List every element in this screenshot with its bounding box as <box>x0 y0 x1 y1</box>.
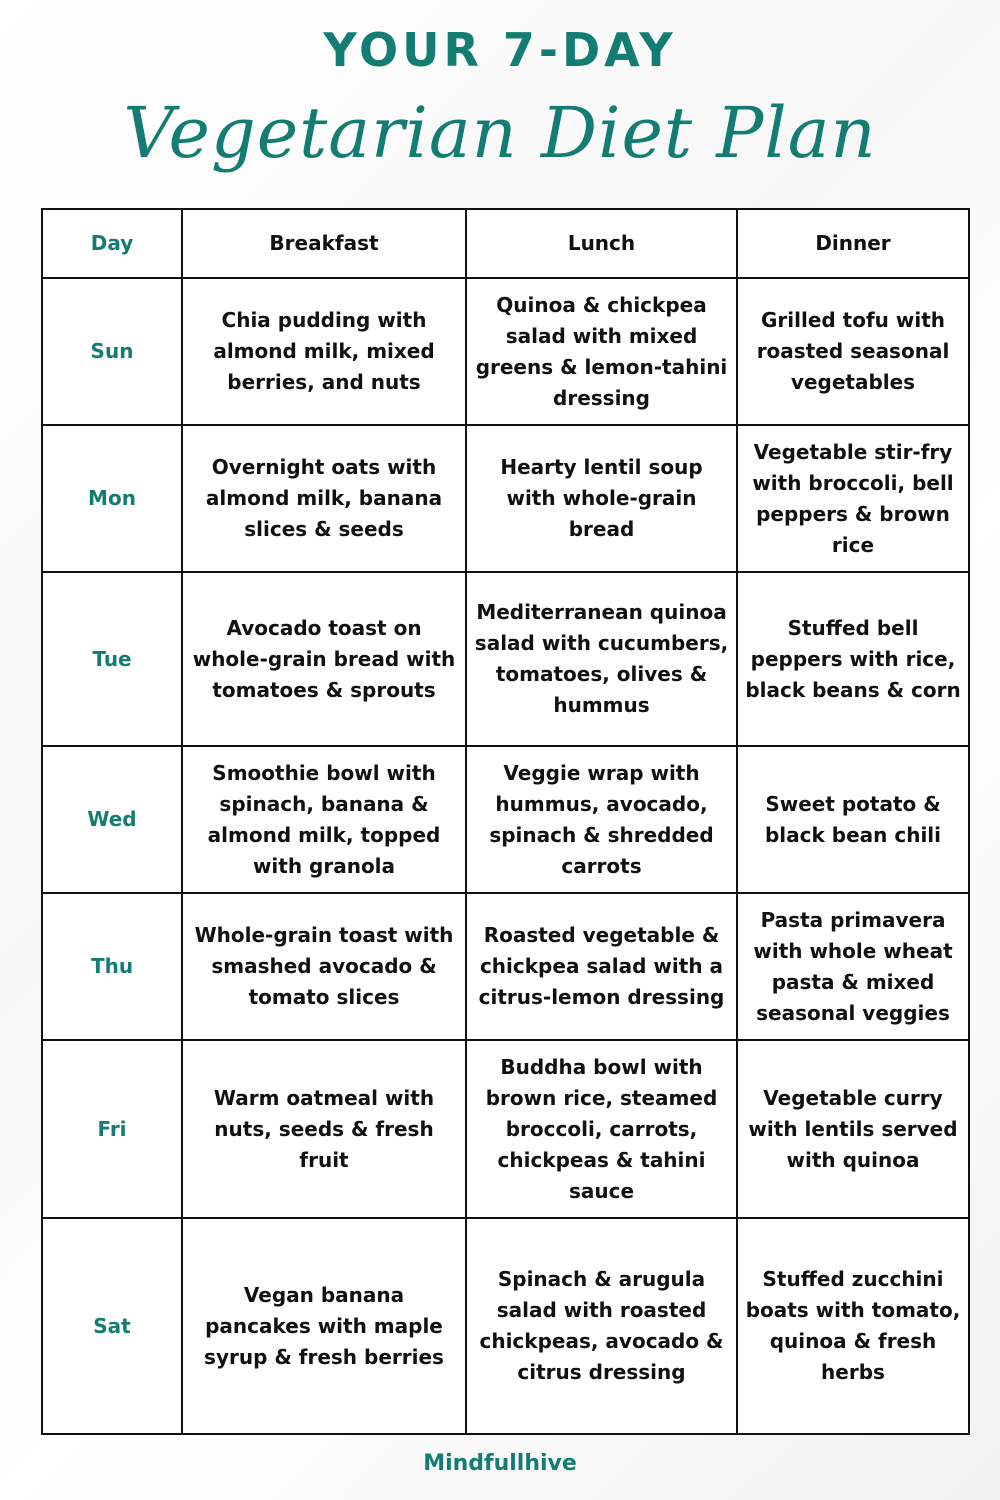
dinner-cell: Stuffed bell peppers with rice, black beans & corn <box>737 572 969 746</box>
column-header-dinner: Dinner <box>737 209 969 278</box>
table-row <box>42 572 969 746</box>
day-cell: Thu <box>42 893 182 1040</box>
day-cell: Mon <box>42 425 182 572</box>
day-cell: Wed <box>42 746 182 893</box>
lunch-cell: Mediterranean quinoa salad with cucumbers, tomatoes, olives & hummus <box>466 572 737 746</box>
day-cell: Tue <box>42 572 182 746</box>
breakfast-cell: Whole-grain toast with smashed avocado & tomato slices <box>182 893 466 1040</box>
table-row <box>42 1218 969 1434</box>
lunch-cell: Quinoa & chickpea salad with mixed greens & lemon-tahini dressing <box>466 278 737 425</box>
title-top: YOUR 7-DAY <box>323 23 677 77</box>
table-row <box>42 893 969 1040</box>
dinner-cell: Sweet potato & black bean chili <box>737 746 969 893</box>
breakfast-cell: Avocado toast on whole-grain bread with tomatoes & sprouts <box>182 572 466 746</box>
dinner-cell: Pasta primavera with whole wheat pasta & mixed seasonal veggies <box>737 893 969 1040</box>
breakfast-cell: Warm oatmeal with nuts, seeds & fresh fruit <box>182 1040 466 1218</box>
day-cell: Fri <box>42 1040 182 1218</box>
breakfast-cell: Smoothie bowl with spinach, banana & almond milk, topped with granola <box>182 746 466 893</box>
column-header-lunch: Lunch <box>466 209 737 278</box>
footer-brand: Mindfullhive <box>423 1451 577 1476</box>
table-row <box>42 425 969 572</box>
table-row <box>42 746 969 893</box>
lunch-cell: Spinach & arugula salad with roasted chickpeas, avocado & citrus dressing <box>466 1218 737 1434</box>
lunch-cell: Buddha bowl with brown rice, steamed broccoli, carrots, chickpeas & tahini sauce <box>466 1040 737 1218</box>
dinner-cell: Stuffed zucchini boats with tomato, quinoa & fresh herbs <box>737 1218 969 1434</box>
column-header-breakfast: Breakfast <box>182 209 466 278</box>
page-title: Vegetarian Diet Plan <box>123 92 877 174</box>
table-header-row <box>42 209 969 278</box>
breakfast-cell: Overnight oats with almond milk, banana slices & seeds <box>182 425 466 572</box>
breakfast-cell: Vegan banana pancakes with maple syrup & fresh berries <box>182 1218 466 1434</box>
dinner-cell: Vegetable curry with lentils served with quinoa <box>737 1040 969 1218</box>
column-header-day: Day <box>42 209 182 278</box>
day-cell: Sat <box>42 1218 182 1434</box>
meal-plan-table <box>41 208 970 1435</box>
lunch-cell: Roasted vegetable & chickpea salad with a citrus-lemon dressing <box>466 893 737 1040</box>
breakfast-cell: Chia pudding with almond milk, mixed berries, and nuts <box>182 278 466 425</box>
lunch-cell: Hearty lentil soup with whole-grain bread <box>466 425 737 572</box>
day-cell: Sun <box>42 278 182 425</box>
lunch-cell: Veggie wrap with hummus, avocado, spinach & shredded carrots <box>466 746 737 893</box>
dinner-cell: Grilled tofu with roasted seasonal vegetables <box>737 278 969 425</box>
dinner-cell: Vegetable stir-fry with broccoli, bell peppers & brown rice <box>737 425 969 572</box>
table-row <box>42 278 969 425</box>
table-row <box>42 1040 969 1218</box>
